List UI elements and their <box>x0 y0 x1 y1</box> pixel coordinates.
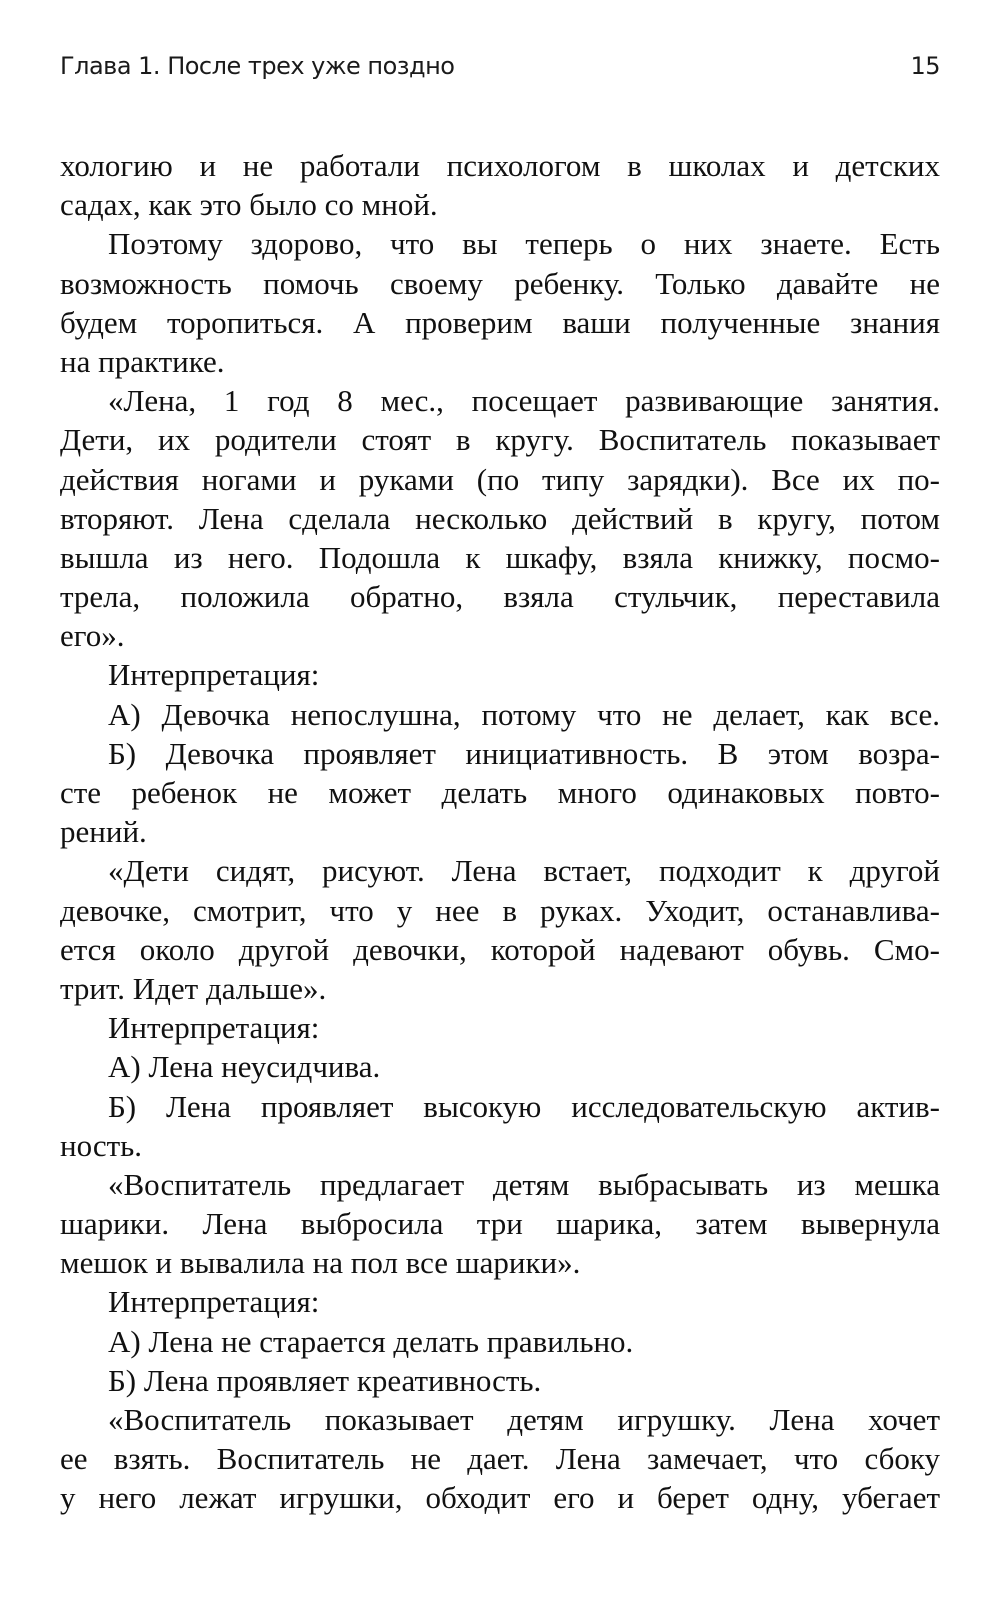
text-line: вторяют. Лена сделала несколько действий в кругу, потом <box>60 500 940 536</box>
text-line: садах, как это было со мной. <box>60 187 438 223</box>
text-line: Поэтому здорово, что вы теперь о них знаете. Есть <box>108 226 940 262</box>
text-line: Дети, их родители стоят в кругу. Воспитатель показывает <box>60 422 940 458</box>
text-line: «Воспитатель предлагает детям выбрасывать из мешка <box>108 1166 940 1202</box>
text-line: возможность помочь своему ребенку. Только давайте не <box>60 265 940 301</box>
text-line: действия ногами и руками (по типу зарядки). Все их по- <box>60 461 940 497</box>
text-line: «Дети сидят, рисуют. Лена встает, подходит к другой <box>108 853 940 889</box>
text-line: Интерпретация: <box>108 657 320 693</box>
page-number: 15 <box>910 52 940 80</box>
text-line: вышла из него. Подошла к шкафу, взяла книжку, посмо- <box>60 539 940 575</box>
text-line: девочке, смотрит, что у нее в руках. Уходит, останавлива- <box>60 892 940 928</box>
text-line: ность. <box>60 1127 143 1163</box>
text-line: трела, положила обратно, взяла стульчик, переставила <box>60 579 940 615</box>
text-line: А) Лена не старается делать правильно. <box>108 1323 634 1359</box>
text-line: его». <box>60 618 125 654</box>
text-line: Интерпретация: <box>108 1284 320 1320</box>
chapter-title: Глава 1. После трех уже поздно <box>60 52 455 80</box>
text-line: А) Лена неусидчива. <box>108 1049 381 1085</box>
text-line: трит. Идет дальше». <box>60 970 327 1006</box>
text-line: Интерпретация: <box>108 1010 320 1046</box>
text-line: мешок и вывалила на пол все шарики». <box>60 1245 581 1281</box>
text-line: Б) Лена проявляет креативность. <box>108 1362 542 1398</box>
text-line: А) Девочка непослушна, потому что не делает, как все. <box>108 696 940 732</box>
text-line: хологию и не работали психологом в школах и детских <box>60 148 940 183</box>
running-head <box>60 52 940 92</box>
text-line: сте ребенок не может делать много одинаковых повто- <box>60 775 940 810</box>
text-line: ее взять. Воспитатель не дает. Лена замечает, что сбоку <box>60 1441 940 1477</box>
body-text <box>60 146 940 1518</box>
text-line: Б) Лена проявляет высокую исследовательскую актив- <box>108 1088 940 1124</box>
text-line: Б) Девочка проявляет инициативность. В этом возра- <box>108 735 940 771</box>
text-line: у него лежат игрушки, обходит его и берет одну, убегает <box>60 1480 940 1516</box>
text-line: будем торопиться. А проверим ваши полученные знания <box>60 304 940 340</box>
text-line: ется около другой девочки, которой надевают обувь. Смо- <box>60 931 940 967</box>
text-line: рений. <box>60 814 147 850</box>
text-line: на практике. <box>60 343 225 379</box>
text-line: «Воспитатель показывает детям игрушку. Лена хочет <box>108 1402 940 1437</box>
text-line: «Лена, 1 год 8 мес., посещает развивающие занятия. <box>108 383 940 419</box>
text-line: шарики. Лена выбросила три шарика, затем вывернула <box>60 1206 940 1242</box>
